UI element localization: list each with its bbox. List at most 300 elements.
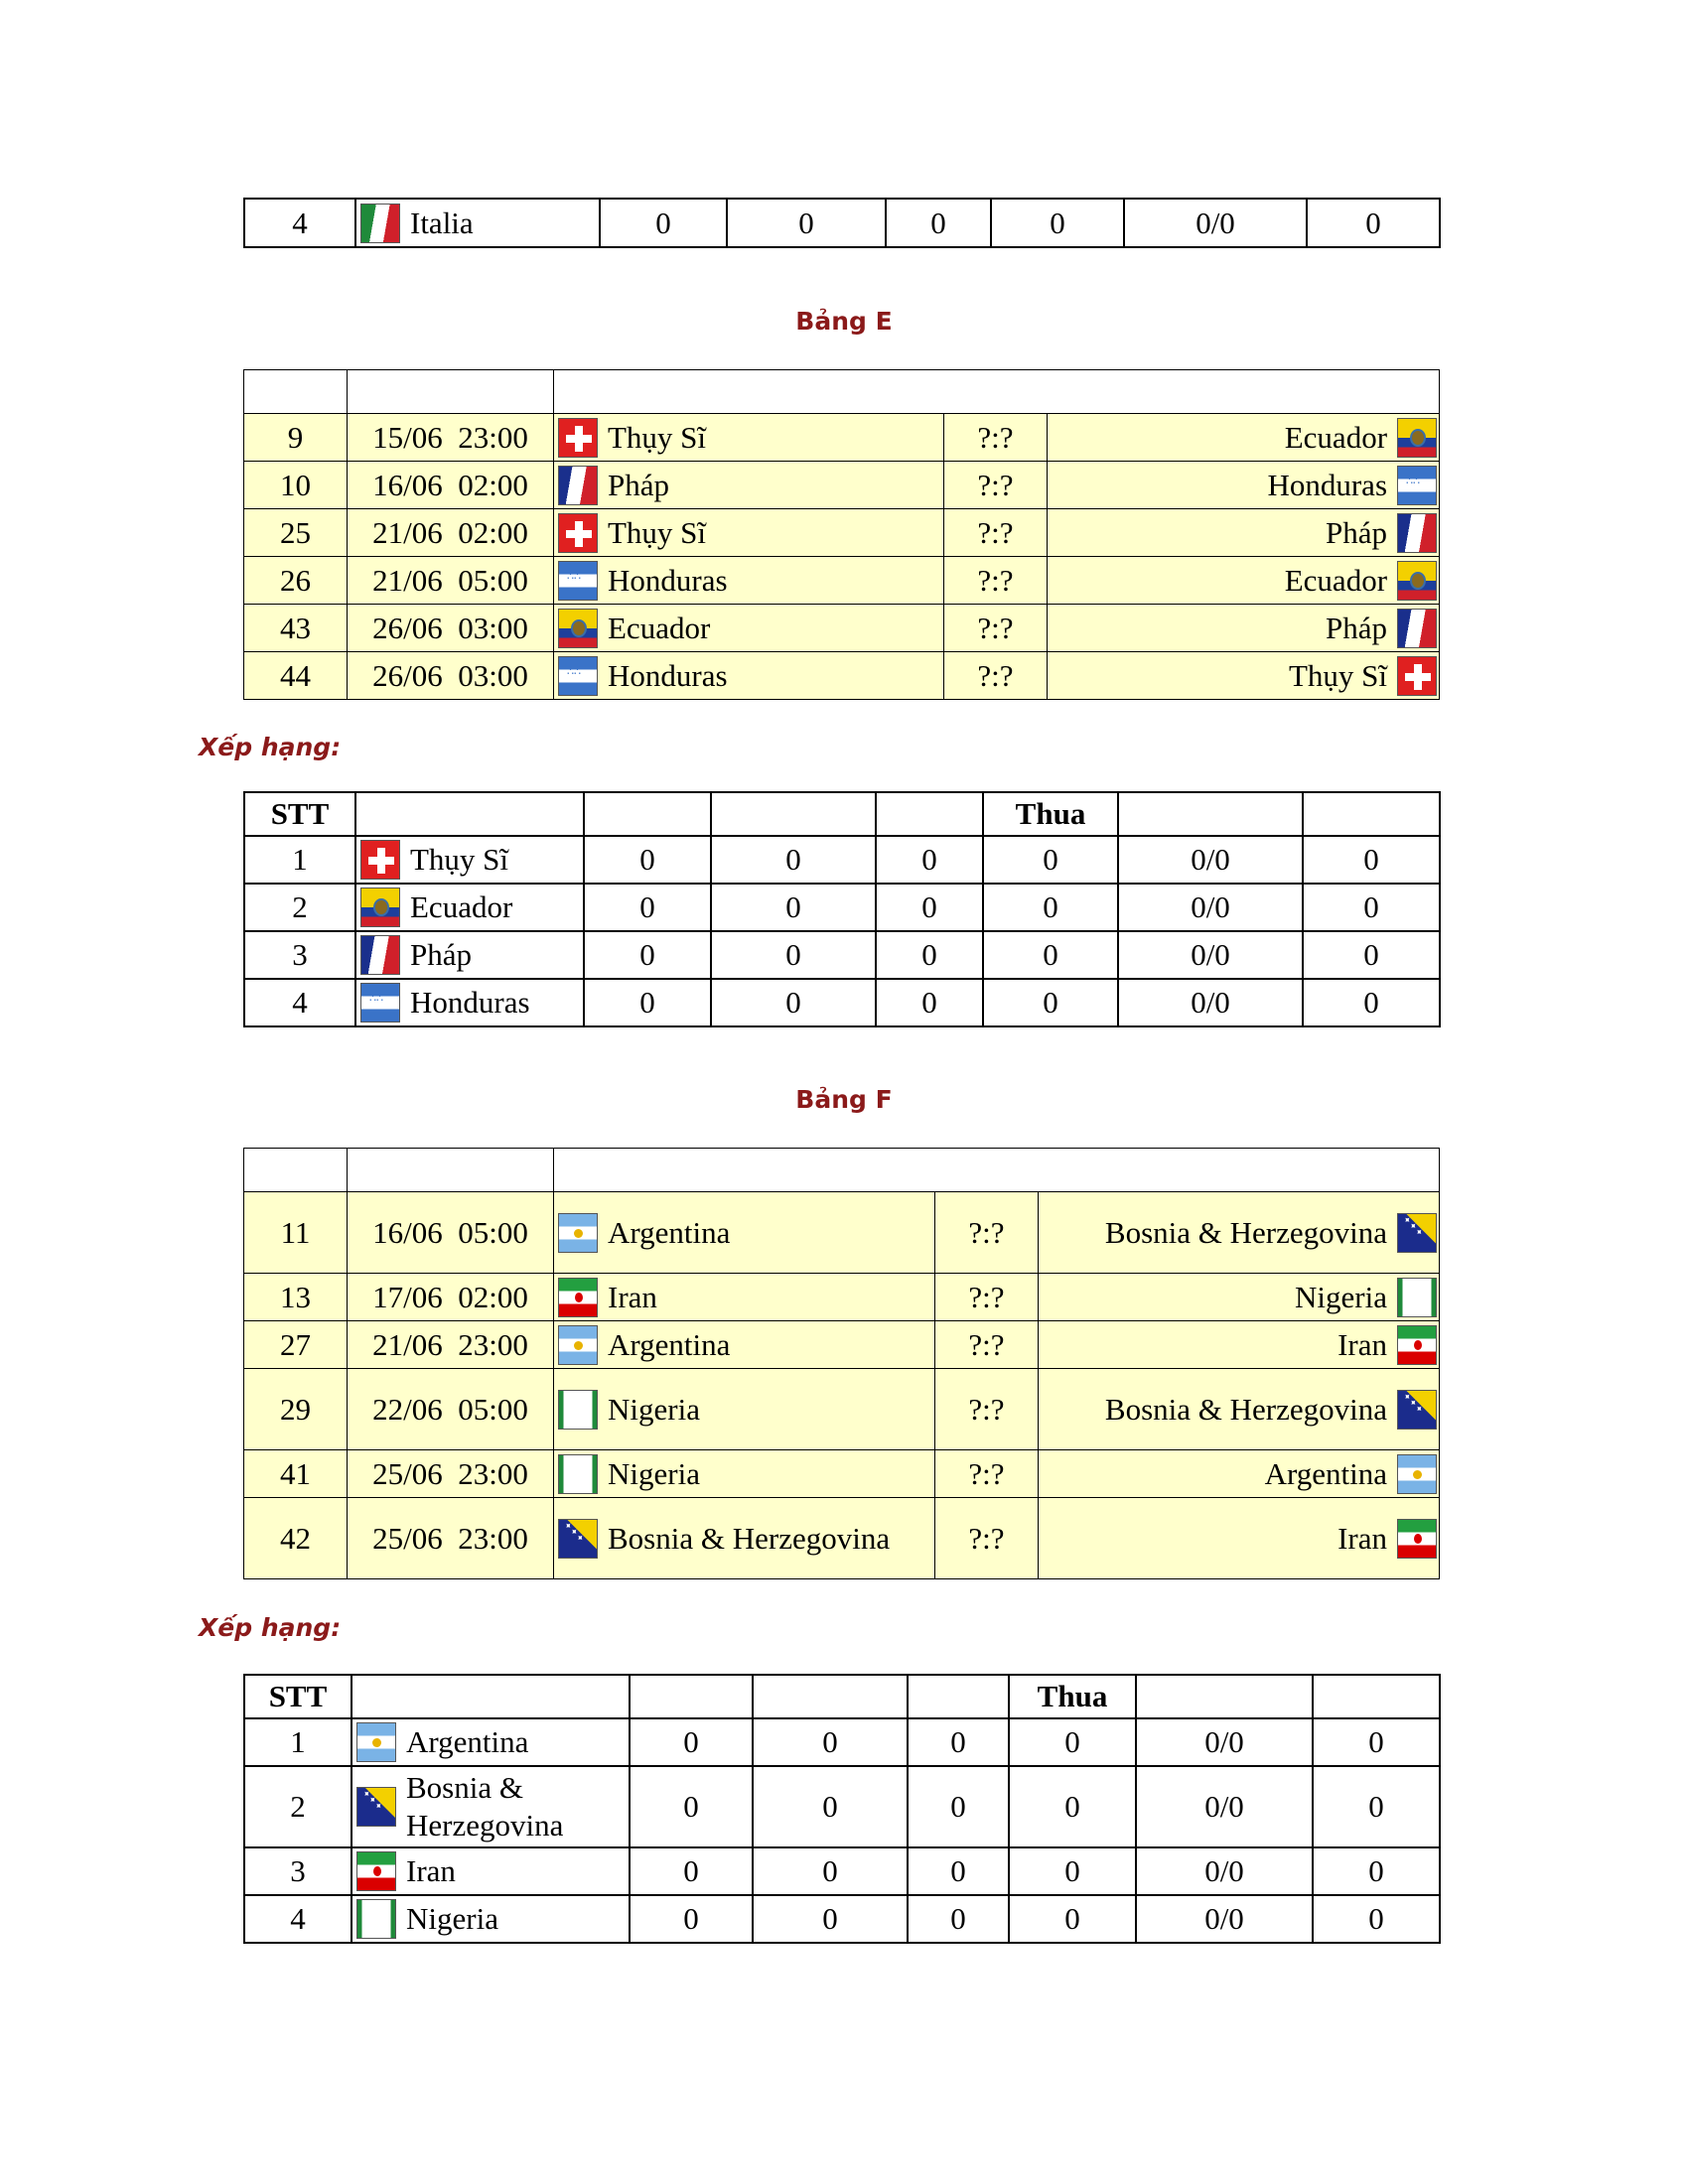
- match-date: 15/06: [372, 419, 443, 455]
- match-score: ?:?: [944, 509, 1048, 557]
- stat-cell: 0: [584, 836, 711, 884]
- match-date: 26/06: [372, 657, 443, 693]
- group-f-title: Bảng F: [795, 1085, 893, 1114]
- match-number: 41: [244, 1450, 348, 1498]
- stat-cell: 0: [584, 931, 711, 979]
- group-e-ranking-title: Xếp hạng:: [199, 733, 342, 761]
- stat-cell: 0: [991, 199, 1124, 247]
- home-team-wrap: [554, 466, 943, 505]
- match-row: [244, 652, 1440, 700]
- goals-cell: 0/0: [1118, 931, 1303, 979]
- stat-cell: 0: [908, 1766, 1009, 1847]
- match-time: 23:00: [458, 419, 528, 455]
- header-cell: [1136, 1675, 1313, 1718]
- match-time: 05:00: [458, 562, 528, 598]
- rank-cell: 2: [244, 884, 355, 931]
- home-team-wrap: [554, 418, 943, 458]
- stat-cell: 0: [711, 979, 876, 1026]
- nigeria-flag-icon: [356, 1899, 396, 1939]
- match-datetime: [348, 1321, 554, 1369]
- team-cell: [355, 979, 584, 1026]
- match-time: 05:00: [458, 1391, 528, 1427]
- home-team-wrap: [554, 1519, 934, 1559]
- home-team: [554, 414, 944, 462]
- honduras-flag-icon: [558, 656, 598, 696]
- match-row: [244, 414, 1440, 462]
- match-row: [244, 1498, 1440, 1579]
- match-time: 05:00: [458, 1214, 528, 1250]
- away-team: [1048, 557, 1440, 605]
- team-name: Iran: [1337, 1520, 1388, 1556]
- team-name: Ecuador: [1284, 419, 1388, 455]
- stat-cell: 0: [753, 1718, 908, 1766]
- match-score: ?:?: [944, 414, 1048, 462]
- points-cell: 0: [1313, 1766, 1440, 1847]
- honduras-flag-icon: [558, 561, 598, 601]
- match-row: [244, 1192, 1440, 1274]
- home-team-wrap: [554, 656, 943, 696]
- ranking-row: [244, 884, 1440, 931]
- stat-cell: 0: [1009, 1766, 1136, 1847]
- match-number: 9: [244, 414, 348, 462]
- header-cell: [244, 370, 348, 414]
- match-datetime: [348, 557, 554, 605]
- team-cell-wrap: [356, 887, 583, 927]
- home-team-wrap: [554, 609, 943, 648]
- away-team: [1039, 1274, 1440, 1321]
- home-team: [554, 1192, 935, 1274]
- group-e-title: Bảng E: [795, 307, 893, 336]
- switzerland-flag-icon: [360, 840, 400, 880]
- team-name: Pháp: [1326, 610, 1388, 645]
- team-name: Bosnia & Herzegovina: [1104, 1391, 1388, 1427]
- team-name: Iran: [608, 1279, 657, 1314]
- stat-cell: 0: [876, 931, 983, 979]
- stat-cell: 0: [630, 1766, 753, 1847]
- group-f-ranking-table: [243, 1674, 1441, 1944]
- header-cell: [876, 792, 983, 836]
- switzerland-flag-icon: [558, 418, 598, 458]
- stat-cell: 0: [908, 1718, 1009, 1766]
- home-team: [554, 557, 944, 605]
- rank-cell: 3: [244, 1847, 352, 1895]
- home-team: [554, 1498, 935, 1579]
- match-row: [244, 1274, 1440, 1321]
- team-name: Thụy Sĩ: [1288, 657, 1388, 693]
- header-cell: [348, 1149, 554, 1192]
- match-number: 27: [244, 1321, 348, 1369]
- match-datetime: [348, 652, 554, 700]
- points-cell: 0: [1313, 1895, 1440, 1943]
- match-date: 21/06: [372, 514, 443, 550]
- stt-header: STT: [244, 792, 355, 836]
- rank-cell: 1: [244, 836, 355, 884]
- away-team-wrap: [1048, 466, 1439, 505]
- team-name: Honduras: [608, 657, 728, 693]
- away-team-wrap: [1039, 1519, 1439, 1559]
- ecuador-flag-icon: [558, 609, 598, 648]
- match-datetime: [348, 1450, 554, 1498]
- stat-cell: 0: [886, 199, 991, 247]
- stat-cell: 0: [983, 979, 1118, 1026]
- away-team-wrap: [1048, 513, 1439, 553]
- points-cell: 0: [1303, 884, 1440, 931]
- team-cell-wrap: [352, 1722, 629, 1762]
- header-cell: [554, 1149, 1440, 1192]
- home-team-wrap: [554, 1454, 934, 1494]
- home-team-wrap: [554, 1390, 934, 1430]
- argentina-flag-icon: [558, 1325, 598, 1365]
- rank-cell: 2: [244, 1766, 352, 1847]
- header-cell: [244, 1149, 348, 1192]
- match-number: 26: [244, 557, 348, 605]
- header-cell: [1303, 792, 1440, 836]
- match-score: ?:?: [935, 1498, 1039, 1579]
- header-cell: [1118, 792, 1303, 836]
- goals-cell: 0/0: [1118, 979, 1303, 1026]
- match-date: 17/06: [372, 1279, 443, 1314]
- argentina-flag-icon: [356, 1722, 396, 1762]
- match-score: ?:?: [935, 1369, 1039, 1450]
- goals-cell: 0/0: [1136, 1718, 1313, 1766]
- points-cell: 0: [1313, 1847, 1440, 1895]
- stat-cell: 0: [753, 1847, 908, 1895]
- france-flag-icon: [360, 935, 400, 975]
- group-d-ranking-table: [243, 198, 1441, 248]
- stt-header: STT: [244, 1675, 352, 1718]
- team-name: Nigeria: [608, 1391, 700, 1427]
- ranking-row: [244, 931, 1440, 979]
- match-date: 21/06: [372, 1326, 443, 1362]
- home-team-wrap: [554, 1213, 934, 1253]
- team-cell-wrap: [352, 1899, 629, 1939]
- ecuador-flag-icon: [1397, 418, 1437, 458]
- stat-cell: 0: [908, 1847, 1009, 1895]
- away-team: [1039, 1192, 1440, 1274]
- team-name: Argentina: [406, 1724, 529, 1760]
- home-team: [554, 1450, 935, 1498]
- match-datetime: [348, 414, 554, 462]
- goals-cell: 0/0: [1136, 1895, 1313, 1943]
- team-name: Iran: [406, 1853, 456, 1889]
- away-team: [1048, 462, 1440, 509]
- stat-cell: 0: [753, 1895, 908, 1943]
- stat-cell: 0: [584, 884, 711, 931]
- away-team: [1039, 1450, 1440, 1498]
- match-time: 23:00: [458, 1520, 528, 1556]
- points-cell: 0: [1303, 931, 1440, 979]
- schedule-header-row: [244, 370, 1440, 414]
- match-date: 16/06: [372, 467, 443, 502]
- team-name: Iran: [1337, 1326, 1388, 1362]
- team-cell-wrap: [356, 204, 599, 243]
- match-row: [244, 1450, 1440, 1498]
- team-cell-wrap: [352, 1769, 629, 1844]
- nigeria-flag-icon: [1397, 1278, 1437, 1317]
- match-time: 02:00: [458, 514, 528, 550]
- away-team-wrap: [1048, 656, 1439, 696]
- team-cell-wrap: [352, 1851, 629, 1891]
- rank-cell: 4: [244, 199, 355, 247]
- goals-cell: 0/0: [1136, 1847, 1313, 1895]
- stat-cell: 0: [584, 979, 711, 1026]
- group-f-schedule-table: [243, 1148, 1440, 1579]
- stat-cell: 0: [983, 931, 1118, 979]
- stat-cell: 0: [727, 199, 886, 247]
- ranking-row: [244, 1766, 1440, 1847]
- home-team-wrap: [554, 513, 943, 553]
- team-name: Nigeria: [608, 1455, 700, 1491]
- schedule-header-row: [244, 1149, 1440, 1192]
- away-team: [1039, 1321, 1440, 1369]
- nigeria-flag-icon: [558, 1390, 598, 1430]
- match-date: 16/06: [372, 1214, 443, 1250]
- away-team: [1039, 1498, 1440, 1579]
- team-name: Bosnia & Herzegovina: [1104, 1214, 1388, 1250]
- ranking-header-row: [244, 1675, 1440, 1718]
- ranking-row: [244, 1847, 1440, 1895]
- match-score: ?:?: [944, 652, 1048, 700]
- team-name: Pháp: [608, 467, 669, 502]
- goals-cell: 0/0: [1136, 1766, 1313, 1847]
- group-f-ranking-title: Xếp hạng:: [199, 1613, 342, 1642]
- team-cell-wrap: [356, 840, 583, 880]
- match-time: 23:00: [458, 1326, 528, 1362]
- match-datetime: [348, 1369, 554, 1450]
- match-time: 23:00: [458, 1455, 528, 1491]
- match-row: [244, 509, 1440, 557]
- match-score: ?:?: [935, 1274, 1039, 1321]
- match-time: 02:00: [458, 467, 528, 502]
- match-number: 11: [244, 1192, 348, 1274]
- lost-header: Thua: [1009, 1675, 1136, 1718]
- home-team-wrap: [554, 561, 943, 601]
- team-name: Argentina: [1264, 1455, 1388, 1491]
- away-team-wrap: [1048, 561, 1439, 601]
- team-name: Pháp: [1326, 514, 1388, 550]
- match-datetime: [348, 462, 554, 509]
- stat-cell: 0: [753, 1766, 908, 1847]
- stat-cell: 0: [711, 836, 876, 884]
- stat-cell: 0: [630, 1718, 753, 1766]
- lost-header: Thua: [983, 792, 1118, 836]
- match-row: [244, 1369, 1440, 1450]
- match-number: 42: [244, 1498, 348, 1579]
- team-cell: [355, 931, 584, 979]
- match-score: ?:?: [935, 1192, 1039, 1274]
- match-score: ?:?: [944, 557, 1048, 605]
- stat-cell: 0: [983, 884, 1118, 931]
- bosnia-flag-icon: [1397, 1213, 1437, 1253]
- home-team: [554, 1321, 935, 1369]
- iran-flag-icon: [1397, 1325, 1437, 1365]
- match-datetime: [348, 1274, 554, 1321]
- header-cell: [554, 370, 1440, 414]
- france-flag-icon: [1397, 609, 1437, 648]
- france-flag-icon: [558, 466, 598, 505]
- stat-cell: 0: [1009, 1895, 1136, 1943]
- team-name: Honduras: [1267, 467, 1388, 502]
- points-cell: 0: [1303, 836, 1440, 884]
- match-number: 29: [244, 1369, 348, 1450]
- points-cell: 0: [1307, 199, 1440, 247]
- away-team-wrap: [1048, 418, 1439, 458]
- team-cell: [352, 1766, 630, 1847]
- team-name: Thụy Sĩ: [608, 514, 707, 550]
- ranking-header-row: [244, 792, 1440, 836]
- goals-cell: 0/0: [1124, 199, 1307, 247]
- team-name: Nigeria: [406, 1901, 498, 1937]
- match-number: 43: [244, 605, 348, 652]
- group-e-ranking-table: [243, 791, 1441, 1027]
- header-cell: [584, 792, 711, 836]
- team-cell-wrap: [356, 983, 583, 1023]
- match-number: 44: [244, 652, 348, 700]
- away-team-wrap: [1039, 1325, 1439, 1365]
- match-number: 25: [244, 509, 348, 557]
- stat-cell: 0: [983, 836, 1118, 884]
- stat-cell: 0: [630, 1895, 753, 1943]
- stat-cell: 0: [600, 199, 727, 247]
- away-team: [1048, 414, 1440, 462]
- team-cell: [355, 836, 584, 884]
- match-row: [244, 1321, 1440, 1369]
- stat-cell: 0: [876, 979, 983, 1026]
- italy-flag-icon: [360, 204, 400, 243]
- ecuador-flag-icon: [360, 887, 400, 927]
- points-cell: 0: [1303, 979, 1440, 1026]
- stat-cell: 0: [1009, 1718, 1136, 1766]
- match-time: 03:00: [458, 657, 528, 693]
- match-date: 26/06: [372, 610, 443, 645]
- stat-cell: 0: [876, 836, 983, 884]
- france-flag-icon: [1397, 513, 1437, 553]
- match-score: ?:?: [944, 605, 1048, 652]
- team-name: Argentina: [608, 1214, 731, 1250]
- match-row: [244, 605, 1440, 652]
- goals-cell: 0/0: [1118, 884, 1303, 931]
- team-cell: [355, 199, 600, 247]
- points-cell: 0: [1313, 1718, 1440, 1766]
- argentina-flag-icon: [1397, 1454, 1437, 1494]
- away-team-wrap: [1039, 1454, 1439, 1494]
- team-name: Bosnia & Herzegovina: [406, 1770, 564, 1843]
- away-team-wrap: [1039, 1278, 1439, 1317]
- home-team: [554, 1369, 935, 1450]
- argentina-flag-icon: [558, 1213, 598, 1253]
- ranking-row: [244, 836, 1440, 884]
- stat-cell: 0: [908, 1895, 1009, 1943]
- rank-cell: 4: [244, 1895, 352, 1943]
- match-datetime: [348, 1498, 554, 1579]
- rank-cell: 3: [244, 931, 355, 979]
- away-team-wrap: [1039, 1390, 1439, 1430]
- team-cell: [352, 1895, 630, 1943]
- home-team: [554, 605, 944, 652]
- away-team: [1048, 509, 1440, 557]
- nigeria-flag-icon: [558, 1454, 598, 1494]
- team-name: Bosnia & Herzegovina: [608, 1520, 891, 1556]
- match-date: 22/06: [372, 1391, 443, 1427]
- team-cell: [352, 1847, 630, 1895]
- ranking-row: [244, 199, 1440, 247]
- team-name: Thụy Sĩ: [410, 842, 509, 878]
- stat-cell: 0: [711, 884, 876, 931]
- stat-cell: 0: [711, 931, 876, 979]
- bosnia-flag-icon: [1397, 1390, 1437, 1430]
- home-team-wrap: [554, 1278, 934, 1317]
- ranking-row: [244, 979, 1440, 1026]
- ecuador-flag-icon: [1397, 561, 1437, 601]
- header-cell: [1313, 1675, 1440, 1718]
- header-cell: [711, 792, 876, 836]
- match-datetime: [348, 1192, 554, 1274]
- team-name: Italia: [410, 205, 474, 240]
- home-team: [554, 509, 944, 557]
- match-datetime: [348, 605, 554, 652]
- ranking-row: [244, 1895, 1440, 1943]
- ranking-row: [244, 1718, 1440, 1766]
- iran-flag-icon: [558, 1278, 598, 1317]
- team-name: Ecuador: [1284, 562, 1388, 598]
- header-cell: [352, 1675, 630, 1718]
- match-score: ?:?: [935, 1321, 1039, 1369]
- match-row: [244, 462, 1440, 509]
- rank-cell: 4: [244, 979, 355, 1026]
- match-time: 03:00: [458, 610, 528, 645]
- header-cell: [630, 1675, 753, 1718]
- stat-cell: 0: [630, 1847, 753, 1895]
- match-date: 25/06: [372, 1455, 443, 1491]
- header-cell: [908, 1675, 1009, 1718]
- switzerland-flag-icon: [1397, 656, 1437, 696]
- iran-flag-icon: [1397, 1519, 1437, 1559]
- honduras-flag-icon: [360, 983, 400, 1023]
- match-number: 10: [244, 462, 348, 509]
- honduras-flag-icon: [1397, 466, 1437, 505]
- match-number: 13: [244, 1274, 348, 1321]
- team-name: Honduras: [410, 985, 530, 1021]
- match-score: ?:?: [935, 1450, 1039, 1498]
- team-cell: [352, 1718, 630, 1766]
- team-cell-wrap: [356, 935, 583, 975]
- team-cell: [355, 884, 584, 931]
- away-team: [1048, 652, 1440, 700]
- header-cell: [348, 370, 554, 414]
- home-team: [554, 1274, 935, 1321]
- goals-cell: 0/0: [1118, 836, 1303, 884]
- group-e-schedule-table: [243, 369, 1440, 700]
- stat-cell: 0: [1009, 1847, 1136, 1895]
- away-team-wrap: [1048, 609, 1439, 648]
- rank-cell: 1: [244, 1718, 352, 1766]
- match-date: 21/06: [372, 562, 443, 598]
- team-name: Honduras: [608, 562, 728, 598]
- stat-cell: 0: [876, 884, 983, 931]
- team-name: Pháp: [410, 937, 472, 973]
- home-team: [554, 462, 944, 509]
- bosnia-flag-icon: [558, 1519, 598, 1559]
- switzerland-flag-icon: [558, 513, 598, 553]
- home-team: [554, 652, 944, 700]
- match-date: 25/06: [372, 1520, 443, 1556]
- header-cell: [753, 1675, 908, 1718]
- match-score: ?:?: [944, 462, 1048, 509]
- away-team: [1048, 605, 1440, 652]
- team-name: Ecuador: [410, 889, 513, 925]
- team-name: Nigeria: [1295, 1279, 1388, 1314]
- match-time: 02:00: [458, 1279, 528, 1314]
